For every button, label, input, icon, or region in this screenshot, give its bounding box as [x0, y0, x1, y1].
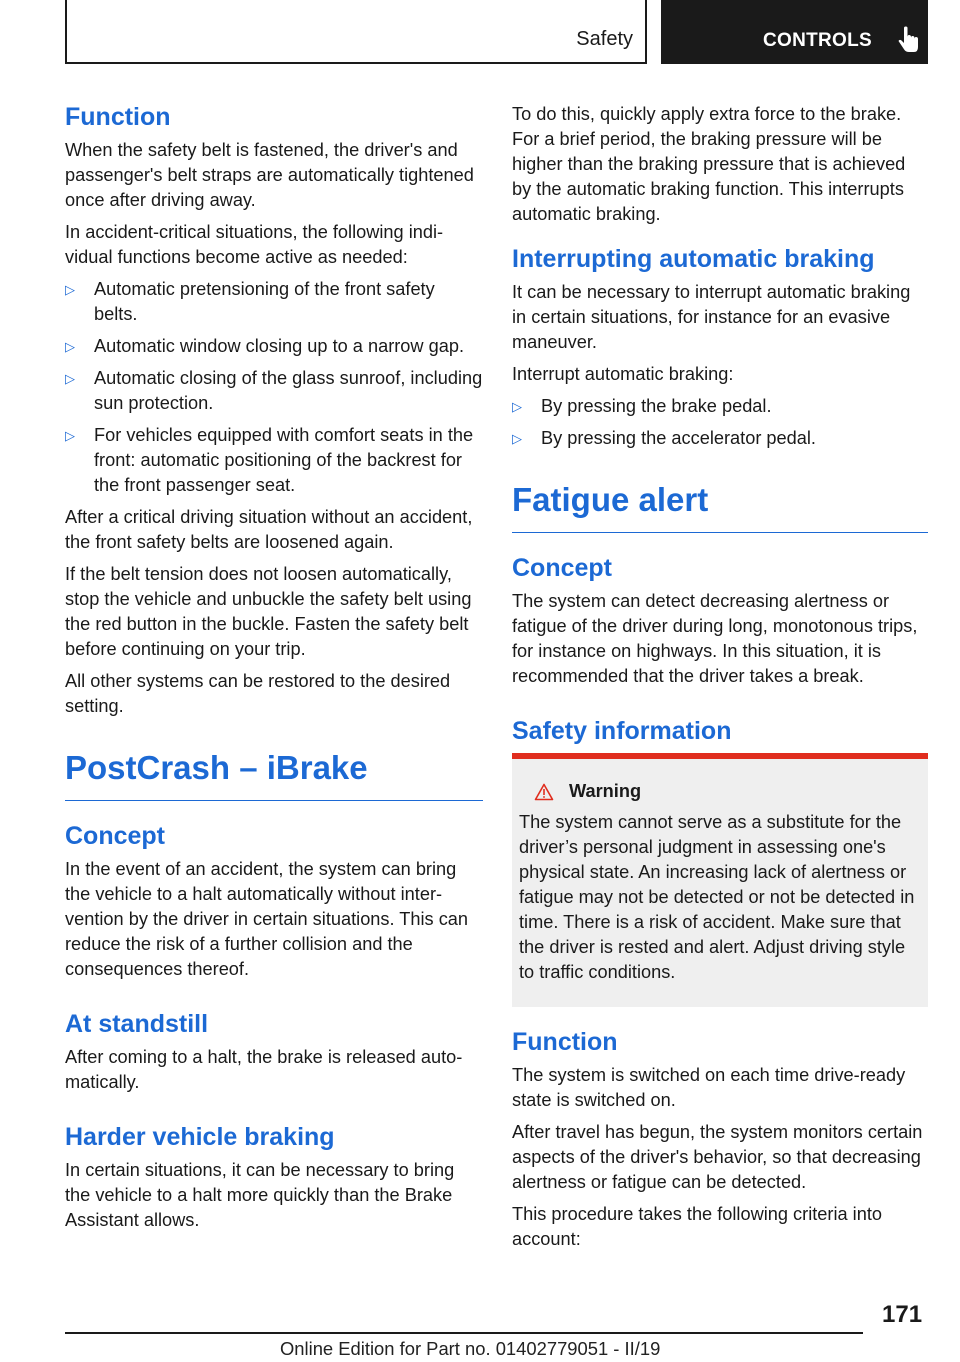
- list-item-text: Automatic window closing up to a narrow gap.: [94, 336, 465, 356]
- list-item-text: By pressing the brake pedal.: [541, 396, 772, 416]
- function-paragraph-1: When the safety belt is fastened, the driver's and passenger's belt straps are automatically tightened once after driving away.: [65, 140, 474, 210]
- bullet-triangle-icon: ▷: [65, 428, 75, 443]
- function-paragraph-4: If the belt tension does not loosen automatically, stop the vehicle and unbuckle the safety belt using the red button in the buckle. Fasten the safety belt before continuing on your trip.: [65, 564, 472, 659]
- list-item: [512, 394, 928, 419]
- harder-braking-paragraph: In certain situations, it can be necessary to bring the vehicle to a halt more quickly than the Brake Assistant allows.: [65, 1160, 455, 1230]
- function-paragraph-5: All other systems can be restored to the desired setting.: [65, 671, 451, 716]
- list-item-text: Automatic pretensioning of the front safety belts.: [94, 279, 435, 324]
- safety-information-heading: Safety information: [512, 717, 732, 745]
- interrupt-paragraph-2: Interrupt automatic braking:: [512, 364, 734, 384]
- interrupt-bullet-list: [512, 394, 928, 451]
- function-paragraph-2: After travel has begun, the system monitors certain aspects of the driver's behavior, so that decreasing alertness or fatigue can be detected.: [512, 1122, 923, 1192]
- function-paragraph-1: The system is switched on each time drive-ready state is switched on.: [512, 1065, 906, 1110]
- hand-pointer-icon: [897, 26, 921, 56]
- function-paragraph-3: This procedure takes the following criteria into account:: [512, 1204, 882, 1249]
- function-bullet-list: [65, 277, 483, 498]
- warning-text: The system cannot serve as a substitute for the driver’s personal judgment in assessing one's physical state. An increasing lack of alertness or fatigue may not be detected or not be detected in time. There is a risk of accident. Make sure that the driver is rested and alert. Adjust driving style to traffic conditions.: [519, 812, 915, 982]
- braking-paragraph: To do this, quickly apply extra force to the brake. For a brief period, the braking pressure will be higher than the braking pressure that is achieved by the automatic braking function. This interrupts automatic braking.: [512, 104, 906, 224]
- list-item: [512, 426, 928, 451]
- bullet-triangle-icon: ▷: [512, 431, 522, 446]
- function-paragraph-2: In accident-critical situations, the following individual functions become active as needed:: [65, 222, 444, 267]
- concept-paragraph: The system can detect decreasing alertness or fatigue of the driver during long, monotonous trips, for instance on highways. In this situation, it is recommended that the driver takes a break.: [512, 591, 918, 686]
- concept-paragraph: In the event of an accident, the system can bring the vehicle to a halt automatically without intervention by the driver in certain situations. This can reduce the risk of a further collision and the consequences thereof.: [65, 859, 469, 979]
- list-item: [65, 277, 483, 327]
- function-heading: Function: [65, 103, 171, 131]
- footer-edition-text: Online Edition for Part no. 01402779051 - II/19: [280, 1338, 661, 1359]
- standstill-heading: At standstill: [65, 1010, 209, 1038]
- warning-box: [512, 753, 928, 1007]
- bullet-triangle-icon: ▷: [65, 339, 75, 354]
- warning-title: [519, 779, 921, 804]
- warning-triangle-icon: [534, 783, 554, 801]
- list-item: [65, 366, 483, 416]
- concept-heading: Concept: [512, 554, 612, 582]
- list-item-text: For vehicles equipped with comfort seats in the front: automatic positioning of the backrest for the front passenger seat.: [94, 425, 474, 495]
- list-item-text: Automatic closing of the glass sunroof, including sun protection.: [94, 368, 483, 413]
- bullet-triangle-icon: ▷: [65, 282, 75, 297]
- header-section-title: Safety: [576, 28, 633, 50]
- page-header: [65, 0, 928, 64]
- standstill-paragraph: After coming to a halt, the brake is released automatically.: [65, 1047, 463, 1092]
- footer-divider: [65, 1332, 863, 1334]
- interrupt-paragraph-1: It can be necessary to interrupt automatic braking in certain situations, for instance for an evasive maneuver.: [512, 282, 911, 352]
- header-chapter-box: [661, 0, 928, 64]
- list-item: [65, 334, 483, 359]
- list-item-text: By pressing the accelerator pedal.: [541, 428, 816, 448]
- harder-braking-heading: Harder vehicle braking: [65, 1123, 335, 1151]
- page-number: 171: [882, 1301, 923, 1328]
- header-chapter-title: CONTROLS: [763, 30, 873, 51]
- fatigue-alert-heading: Fatigue alert: [512, 478, 928, 533]
- right-column: [512, 102, 928, 1259]
- bullet-triangle-icon: ▷: [512, 399, 522, 414]
- concept-heading: Concept: [65, 822, 165, 850]
- left-column: [65, 102, 483, 1240]
- list-item: [65, 423, 483, 498]
- interrupt-heading: Interrupting automatic braking: [512, 245, 875, 273]
- warning-label: Warning: [569, 781, 642, 801]
- header-section-box: [65, 0, 647, 64]
- function-paragraph-3: After a critical driving situation without an accident, the front safety belts are loosened again.: [65, 507, 473, 552]
- function-heading: Function: [512, 1028, 618, 1056]
- postcrash-heading: PostCrash – iBrake: [65, 746, 483, 801]
- bullet-triangle-icon: ▷: [65, 371, 75, 386]
